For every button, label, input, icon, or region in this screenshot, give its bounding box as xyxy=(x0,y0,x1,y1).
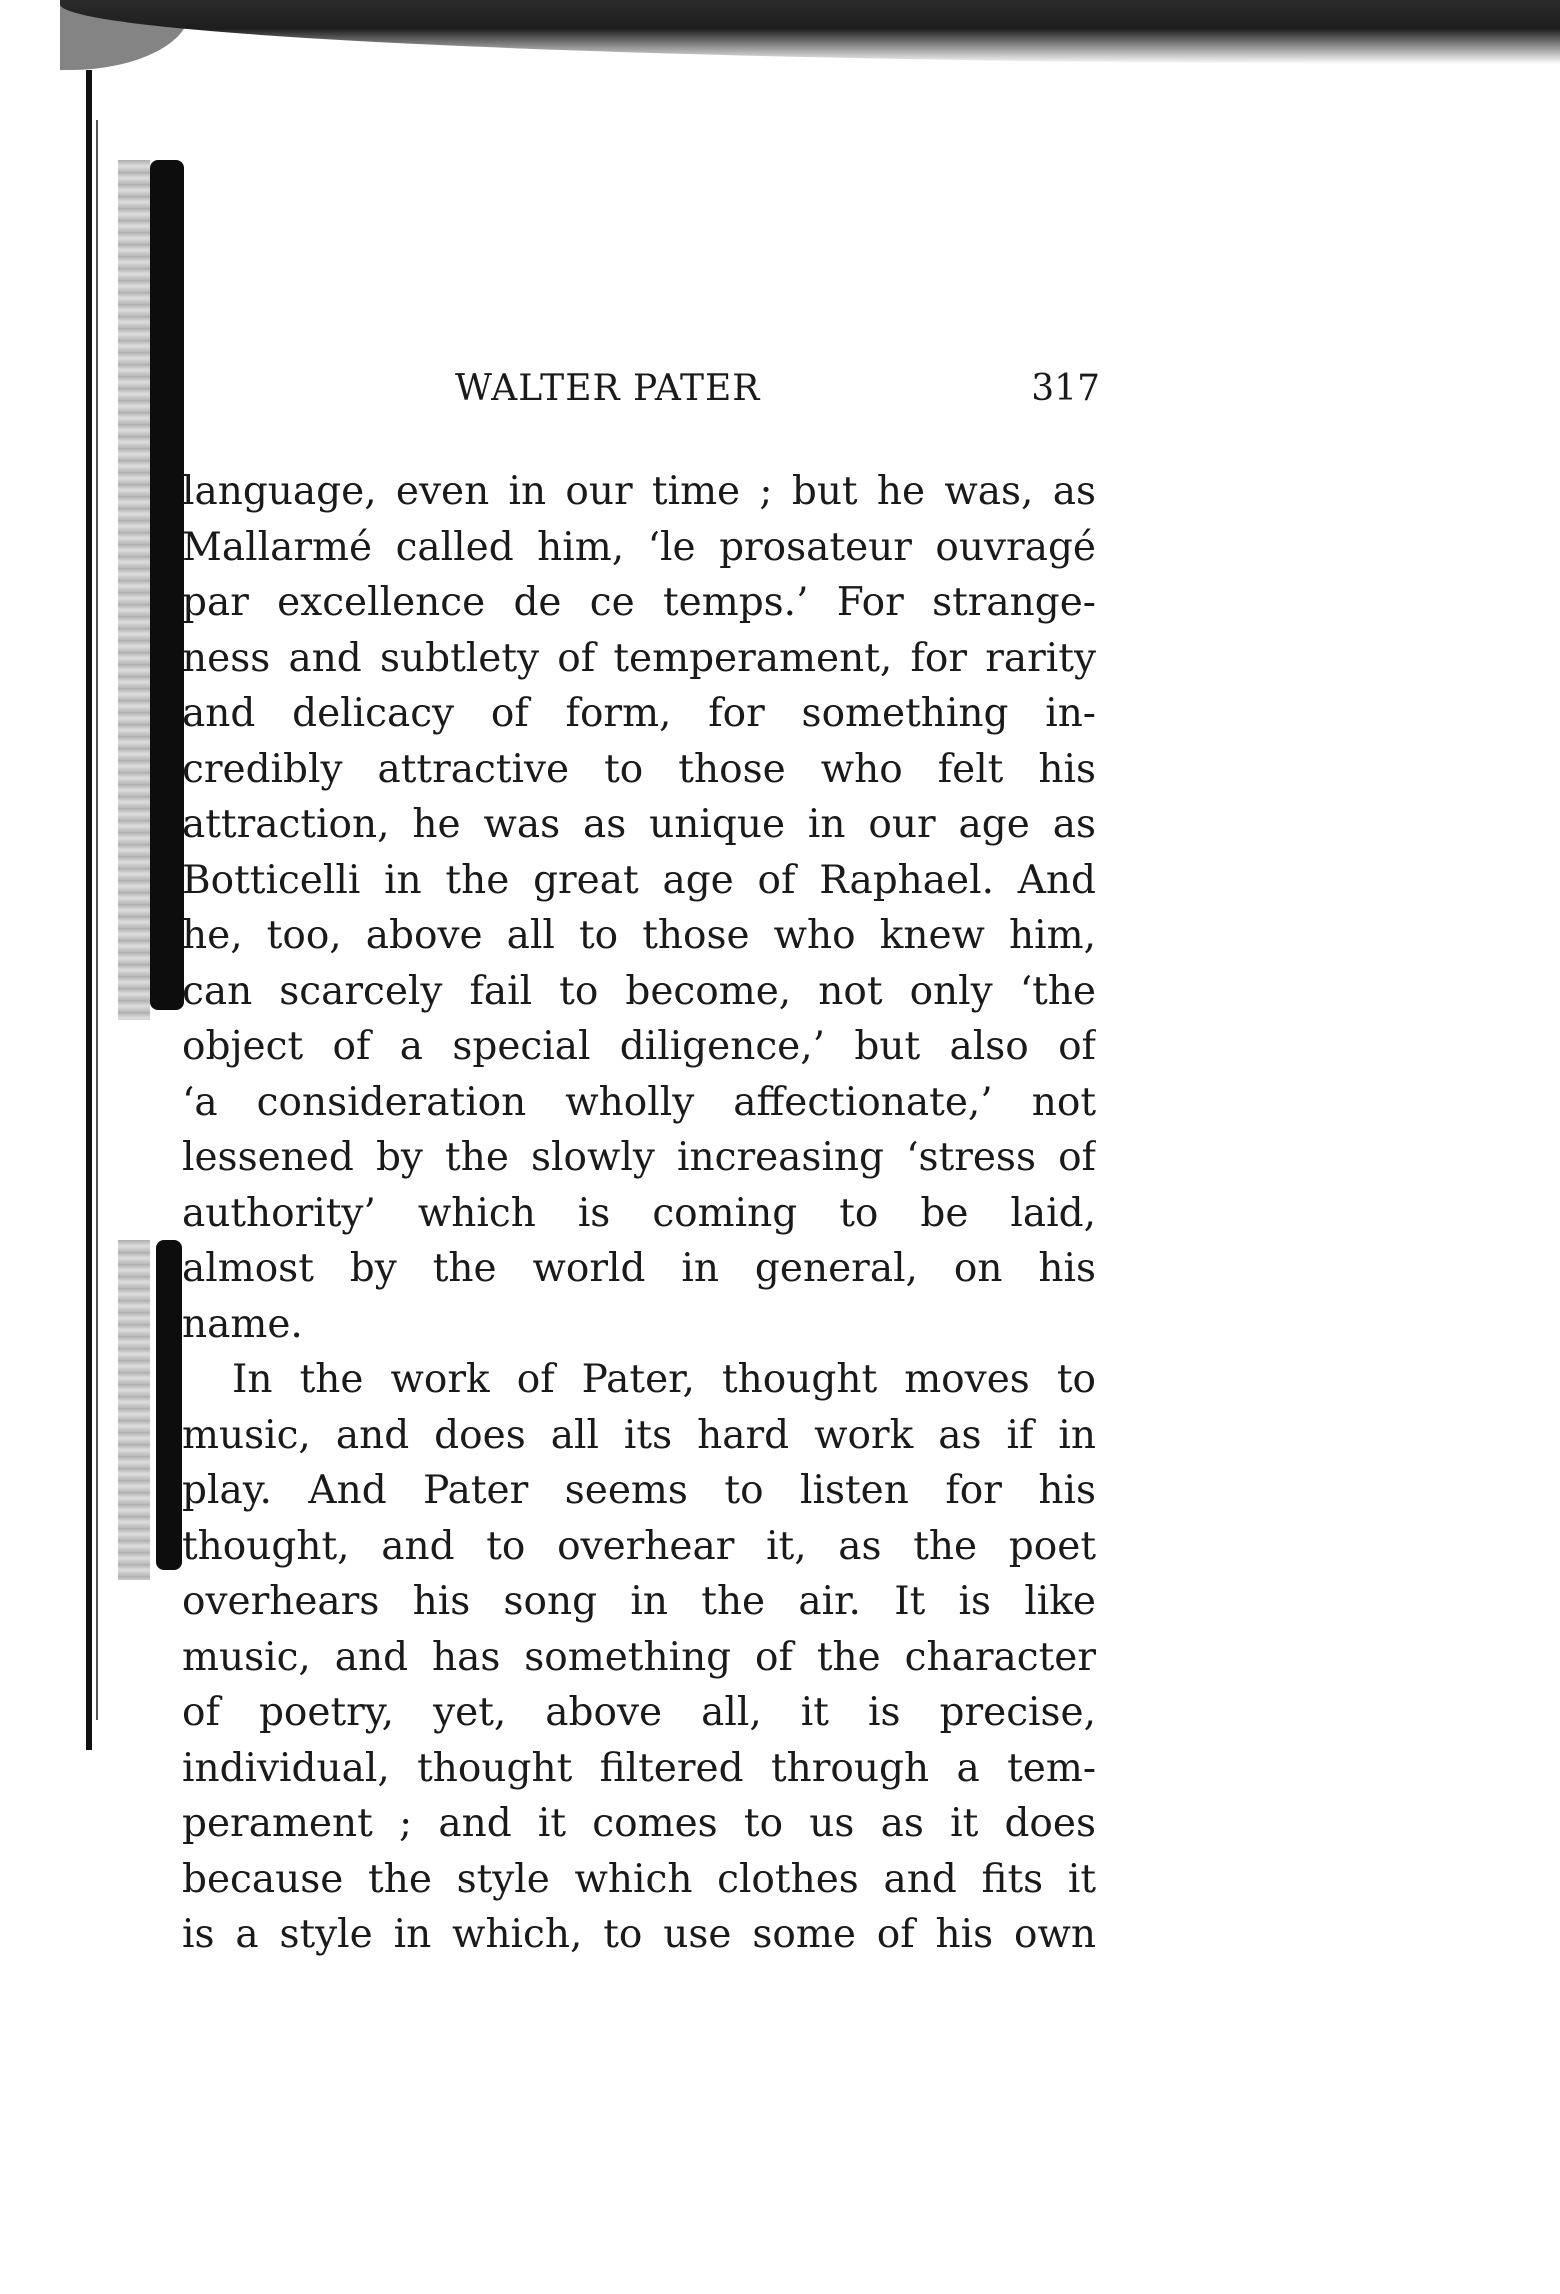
text-line: music, and does all its hard work as if in xyxy=(182,1412,1096,1458)
text-line: overhears his song in the air. It is like xyxy=(182,1579,1096,1624)
text-line: name. xyxy=(182,1301,303,1347)
text-line: individual, thought filtered through a tem- xyxy=(182,1745,1096,1791)
text-line: almost by the world in general, on his xyxy=(182,1246,1096,1291)
text-line: object of a special diligence,’ but also of xyxy=(182,1024,1096,1069)
text-line: credibly attractive to those who felt his xyxy=(182,746,1096,792)
scan-left-edge xyxy=(86,70,92,1750)
text-line: is a style in which, to use some of his own xyxy=(182,1912,1096,1957)
text-line: attraction, he was as unique in our age as xyxy=(182,802,1096,847)
text-line: and delicacy of form, for something in- xyxy=(182,691,1096,736)
text-line: ness and subtlety of temperament, for rarity xyxy=(182,635,1096,681)
text-line: In the work of Pater, thought moves to xyxy=(232,1357,1096,1402)
scan-left-edge-thin xyxy=(96,120,98,1720)
text-line: he, too, above all to those who knew him, xyxy=(182,913,1096,958)
text-line: play. And Pater seems to listen for his xyxy=(182,1468,1096,1513)
text-line: Mallarmé called him, ‘le prosateur ouvragé xyxy=(182,524,1096,570)
binding-shadow-upper xyxy=(118,160,150,1020)
text-line: thought, and to overhear it, as the poet xyxy=(182,1523,1096,1569)
binding-shadow-lower xyxy=(118,1240,150,1580)
running-head-title: WALTER PATER xyxy=(455,368,761,409)
body-text xyxy=(182,464,1096,1963)
scan-top-edge xyxy=(60,0,1560,64)
text-line: can scarcely fail to become, not only ‘the xyxy=(182,968,1096,1014)
text-line: Botticelli in the great age of Raphael. And xyxy=(182,857,1096,903)
page-number: 317 xyxy=(1031,368,1100,409)
binding-bar-lower xyxy=(156,1240,182,1570)
text-line: lessened by the slowly increasing ‘stress of xyxy=(182,1135,1096,1180)
text-line: perament ; and it comes to us as it does xyxy=(182,1801,1096,1846)
text-line: par excellence de ce temps.’ For strange- xyxy=(182,580,1096,625)
text-line: ‘a consideration wholly affectionate,’ not xyxy=(182,1079,1096,1125)
text-line: music, and has something of the character xyxy=(182,1634,1096,1680)
text-line: authority’ which is coming to be laid, xyxy=(182,1190,1096,1236)
text-line: language, even in our time ; but he was, as xyxy=(182,469,1096,514)
running-head xyxy=(180,368,1100,418)
text-line: because the style which clothes and fits it xyxy=(182,1856,1096,1902)
binding-bar-upper xyxy=(150,160,184,1010)
text-line: of poetry, yet, above all, it is precise, xyxy=(182,1690,1096,1735)
